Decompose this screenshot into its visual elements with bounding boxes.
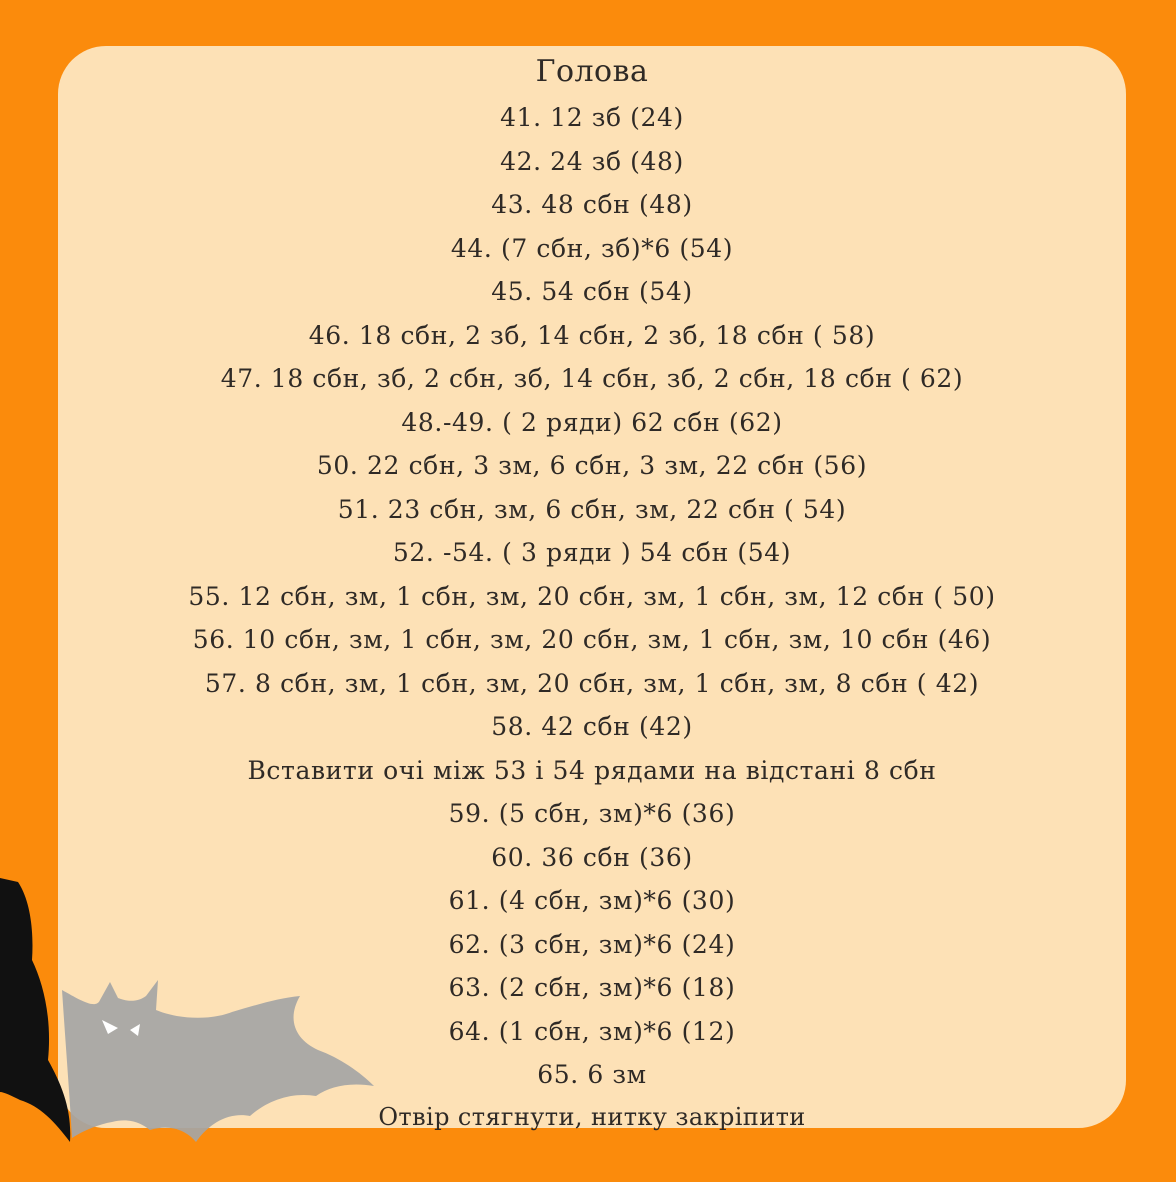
pattern-row: 56. 10 сбн, зм, 1 сбн, зм, 20 сбн, зм, 1 сбн, зм, 10 сбн (46) (192, 625, 992, 654)
pattern-row: 41. 12 зб (24) (500, 103, 684, 132)
pattern-rows (58, 96, 1126, 1097)
page-title: Голова (535, 54, 649, 89)
eye-placement-note: Вставити очі між 53 і 54 рядами на відстані 8 сбн (247, 755, 937, 785)
pattern-row: 58. 42 сбн (42) (491, 712, 693, 741)
closing-instruction: Отвір стягнути, нитку закріпити (378, 1102, 806, 1131)
pattern-row: 45. 54 сбн (54) (491, 277, 693, 306)
pattern-row: 47. 18 сбн, зб, 2 сбн, зб, 14 сбн, зб, 2 сбн, 18 сбн ( 62) (220, 364, 964, 393)
pattern-row: 43. 48 сбн (48) (491, 190, 693, 219)
pattern-row: 51. 23 сбн, зм, 6 сбн, зм, 22 сбн ( 54) (337, 494, 847, 524)
pattern-row: 62. (3 сбн, зм)*6 (24) (448, 929, 736, 959)
pattern-row: 63. (2 сбн, зм)*6 (18) (448, 973, 736, 1002)
pattern-row: 60. 36 сбн (36) (491, 842, 693, 872)
pattern-row: 46. 18 сбн, 2 зб, 14 сбн, 2 зб, 18 сбн ( 58) (308, 320, 876, 350)
pattern-text (58, 48, 1126, 1137)
pattern-row: 48.-49. ( 2 ряди) 62 сбн (62) (401, 407, 783, 437)
pattern-row: 55. 12 сбн, зм, 1 сбн, зм, 20 сбн, зм, 1 сбн, зм, 12 сбн ( 50) (188, 581, 996, 611)
pattern-row: 52. -54. ( 3 ряди ) 54 сбн (54) (392, 538, 792, 567)
pattern-row: 64. (1 сбн, зм)*6 (12) (448, 1016, 736, 1046)
pattern-row: 50. 22 сбн, 3 зм, 6 сбн, 3 зм, 22 сбн (56) (316, 451, 868, 480)
pattern-row: 42. 24 зб (48) (500, 146, 684, 176)
pattern-row: 61. (4 сбн, зм)*6 (30) (448, 886, 736, 915)
pattern-row: 65. 6 зм (537, 1060, 647, 1089)
pattern-row: 44. (7 сбн, зб)*6 (54) (450, 233, 734, 263)
pattern-row: 57. 8 сбн, зм, 1 сбн, зм, 20 сбн, зм, 1 сбн, зм, 8 сбн ( 42) (204, 668, 980, 698)
pattern-row: 59. (5 сбн, зм)*6 (36) (448, 799, 736, 828)
